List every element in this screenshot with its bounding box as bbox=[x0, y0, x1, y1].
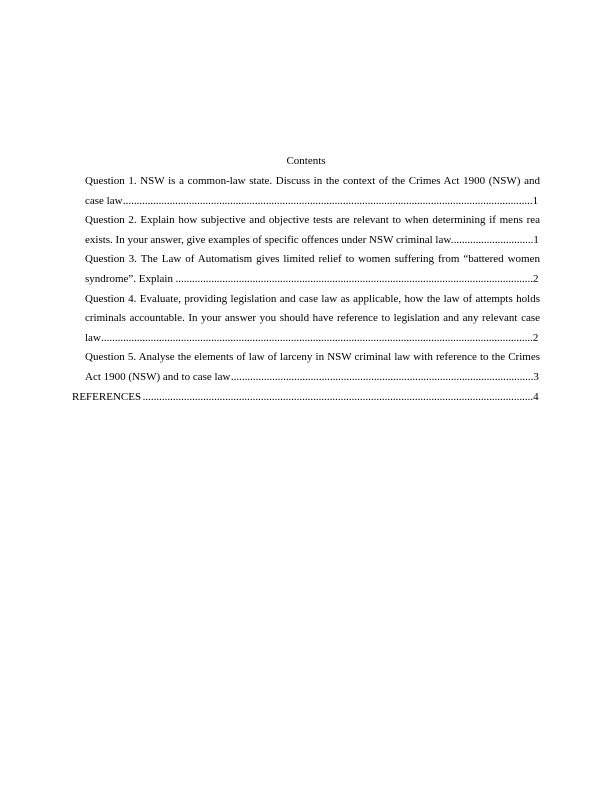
dot-leader: .............................................................................................................. bbox=[230, 370, 534, 383]
toc-entry-page: 4 bbox=[533, 390, 539, 403]
toc-entry-page: 2 bbox=[532, 331, 539, 344]
toc-entry-page: 2 bbox=[532, 272, 539, 285]
toc-entry-question-4[interactable] bbox=[85, 290, 540, 349]
toc-entry-question-1[interactable] bbox=[85, 172, 540, 211]
toc-entry-title: Question 5. Analyse the elements of law of larceny in NSW criminal law with reference to the Crimes Act 1900 (NSW) and to case law bbox=[85, 351, 540, 383]
toc-entry-title: Question 4. Evaluate, providing legislation and case law as applicable, how the law of attempts holds criminals accountable. In your answer you should have reference to legislation and any relevant case law bbox=[85, 292, 540, 344]
toc-entry-title: REFERENCES bbox=[72, 390, 142, 403]
toc-entry-page: 1 bbox=[533, 233, 539, 246]
toc-entry-title: Question 2. Explain how subjective and objective tests are relevant to when determining if mens rea exists. In your answer, give examples of specific offences under NSW criminal law. bbox=[85, 214, 540, 246]
dot-leader: ............................. bbox=[453, 233, 534, 246]
toc-entry-question-5[interactable] bbox=[85, 348, 540, 387]
dot-leader: ............................................................................................................................................................. bbox=[101, 331, 533, 344]
toc-entry-question-2[interactable] bbox=[85, 211, 540, 250]
toc-entry-title: Question 3. The Law of Automatism gives limited relief to women suffering from “battered women syndrome”. Explain bbox=[85, 253, 540, 285]
table-of-contents bbox=[72, 172, 540, 407]
toc-entry-title: Question 1. NSW is a common-law state. Discuss in the context of the Crimes Act 1900 (NSW) and case law bbox=[85, 175, 540, 207]
toc-entry-references[interactable] bbox=[72, 388, 540, 408]
toc-entry-question-3[interactable] bbox=[85, 250, 540, 289]
toc-entry-page: 1 bbox=[532, 194, 539, 207]
dot-leader: ..................................................................................................................................................... bbox=[122, 194, 533, 207]
toc-entry-page: 3 bbox=[533, 370, 539, 383]
dot-leader: .............................................................................................................................................. bbox=[142, 390, 534, 403]
contents-heading: Contents bbox=[286, 155, 326, 167]
dot-leader: .................................................................................................................................. bbox=[175, 272, 533, 285]
